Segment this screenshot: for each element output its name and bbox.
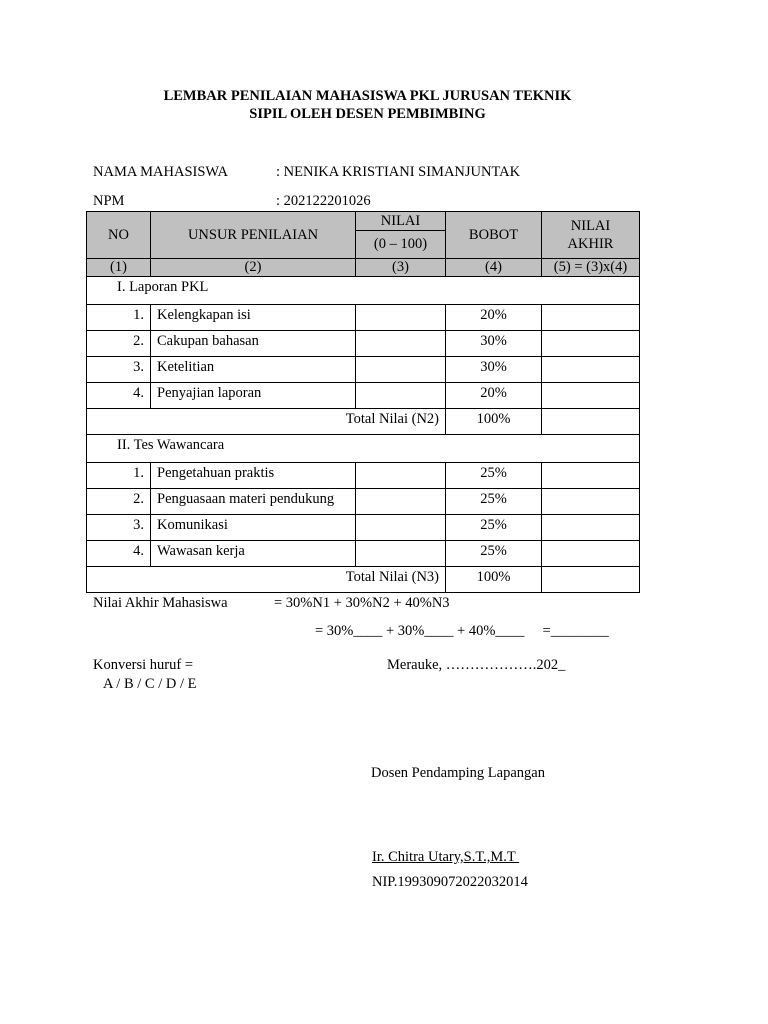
nilai-cell[interactable] xyxy=(356,541,446,567)
bobot-cell: 20% xyxy=(446,383,542,409)
section-header-row xyxy=(87,435,640,463)
document-title-line-2: SIPIL OLEH DESEN PEMBIMBING xyxy=(249,106,486,122)
item-number: 2. xyxy=(87,489,151,515)
item-number: 2. xyxy=(87,331,151,357)
assessment-table xyxy=(86,211,640,593)
item-name: Pengetahuan praktis xyxy=(151,463,356,489)
header-nilai-akhir-line-2: AKHIR xyxy=(567,235,614,252)
table-row xyxy=(87,383,640,409)
total-bobot: 100% xyxy=(446,567,542,593)
column-number: (5) = (3)x(4) xyxy=(542,259,640,277)
bobot-cell: 25% xyxy=(446,489,542,515)
bobot-cell: 25% xyxy=(446,463,542,489)
section-title-laporan-pkl: I. Laporan PKL xyxy=(87,277,640,305)
total-nilai-akhir-cell[interactable] xyxy=(542,409,640,435)
nilai-akhir-cell[interactable] xyxy=(542,515,640,541)
item-number: 1. xyxy=(87,305,151,331)
item-name: Komunikasi xyxy=(151,515,356,541)
student-name-value: : NENIKA KRISTIANI SIMANJUNTAK xyxy=(276,164,521,180)
table-row xyxy=(87,489,640,515)
item-number: 3. xyxy=(87,515,151,541)
nilai-cell[interactable] xyxy=(356,463,446,489)
column-number-row xyxy=(87,259,640,277)
bobot-cell: 20% xyxy=(446,305,542,331)
npm-label: NPM xyxy=(93,193,125,209)
bobot-cell: 30% xyxy=(446,331,542,357)
nilai-cell[interactable] xyxy=(356,383,446,409)
header-unsur-penilaian: UNSUR PENILAIAN xyxy=(151,212,356,259)
column-number: (1) xyxy=(87,259,151,277)
item-number: 3. xyxy=(87,357,151,383)
total-nilai-akhir-cell[interactable] xyxy=(542,567,640,593)
nilai-cell[interactable] xyxy=(356,489,446,515)
bobot-cell: 30% xyxy=(446,357,542,383)
student-name-label: NAMA MAHASISWA xyxy=(93,164,228,180)
section-header-row xyxy=(87,277,640,305)
header-nilai xyxy=(356,212,446,259)
table-row xyxy=(87,541,640,567)
signature-role: Dosen Pendamping Lapangan xyxy=(371,765,545,781)
item-name: Cakupan bahasan xyxy=(151,331,356,357)
formula-line-1: = 30%N1 + 30%N2 + 40%N3 xyxy=(274,595,450,611)
table-row xyxy=(87,463,640,489)
table-row xyxy=(87,357,640,383)
item-name: Kelengkapan isi xyxy=(151,305,356,331)
item-name: Penguasaan materi pendukung xyxy=(151,489,356,515)
nilai-akhir-cell[interactable] xyxy=(542,463,640,489)
nilai-akhir-cell[interactable] xyxy=(542,357,640,383)
total-row xyxy=(87,409,640,435)
total-label: Total Nilai (N3) xyxy=(87,567,446,593)
total-label: Total Nilai (N2) xyxy=(87,409,446,435)
npm-value: : 202122201026 xyxy=(276,193,371,209)
table-row xyxy=(87,515,640,541)
nilai-akhir-cell[interactable] xyxy=(542,305,640,331)
formula-label: Nilai Akhir Mahasiswa xyxy=(93,595,228,611)
header-nilai-label: NILAI xyxy=(356,212,445,231)
header-nilai-akhir xyxy=(542,212,640,259)
nilai-akhir-cell[interactable] xyxy=(542,331,640,357)
document-title-line-1: LEMBAR PENILAIAN MAHASISWA PKL JURUSAN TEKNIK xyxy=(163,88,572,104)
signature-name: Ir. Chitra Utary,S.T.,M.T xyxy=(372,849,520,865)
signature-nip: NIP.199309072022032014 xyxy=(372,874,528,890)
item-name: Ketelitian xyxy=(151,357,356,383)
bobot-cell: 25% xyxy=(446,515,542,541)
bobot-cell: 25% xyxy=(446,541,542,567)
column-number: (2) xyxy=(151,259,356,277)
column-number: (3) xyxy=(356,259,446,277)
column-number: (4) xyxy=(446,259,542,277)
konversi-grades: A / B / C / D / E xyxy=(103,676,197,692)
header-nilai-akhir-line-1: NILAI xyxy=(570,218,611,234)
konversi-label: Konversi huruf = xyxy=(93,657,193,673)
section-title-tes-wawancara: II. Tes Wawancara xyxy=(87,435,640,463)
header-nilai-range: (0 – 100) xyxy=(373,236,428,253)
nilai-cell[interactable] xyxy=(356,305,446,331)
total-row xyxy=(87,567,640,593)
nilai-cell[interactable] xyxy=(356,331,446,357)
item-name: Penyajian laporan xyxy=(151,383,356,409)
nilai-akhir-cell[interactable] xyxy=(542,489,640,515)
total-bobot: 100% xyxy=(446,409,542,435)
nilai-cell[interactable] xyxy=(356,357,446,383)
item-name: Wawasan kerja xyxy=(151,541,356,567)
nilai-akhir-cell[interactable] xyxy=(542,383,640,409)
nilai-cell[interactable] xyxy=(356,515,446,541)
table-row xyxy=(87,305,640,331)
table-row xyxy=(87,331,640,357)
item-number: 1. xyxy=(87,463,151,489)
item-number: 4. xyxy=(87,383,151,409)
place-date: Merauke, ……………….202_ xyxy=(387,657,566,673)
header-bobot: BOBOT xyxy=(446,212,542,259)
header-no: NO xyxy=(87,212,151,259)
formula-line-2: = 30%____ + 30%____ + 40%____ =________ xyxy=(315,623,609,639)
nilai-akhir-cell[interactable] xyxy=(542,541,640,567)
item-number: 4. xyxy=(87,541,151,567)
table-header-row xyxy=(87,212,640,259)
